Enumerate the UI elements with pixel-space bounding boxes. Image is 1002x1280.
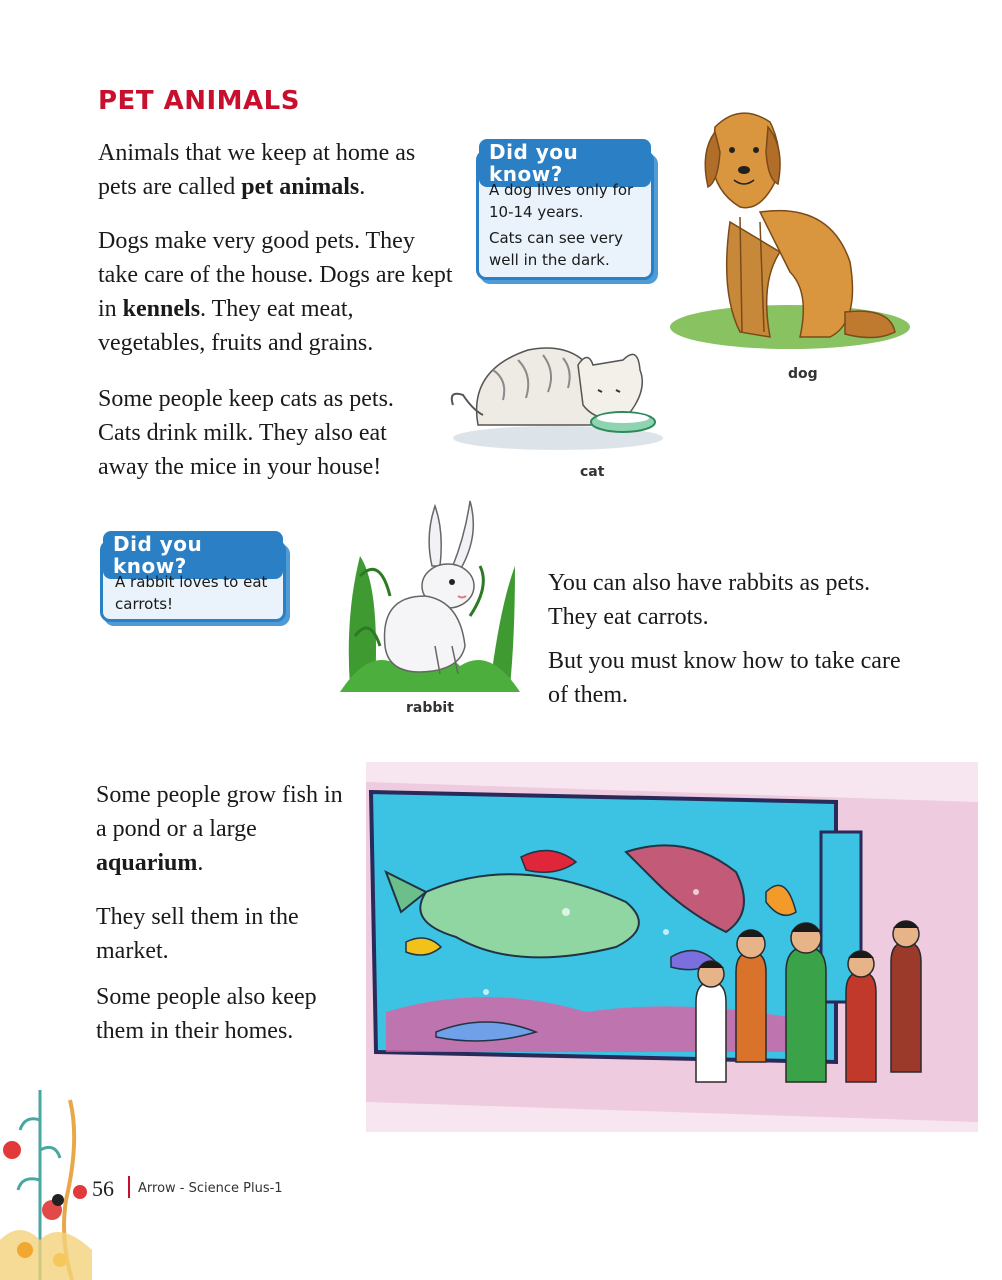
rabbit-caption: rabbit: [406, 700, 454, 716]
page-title: PET ANIMALS: [98, 86, 300, 116]
cat-illustration: [448, 330, 668, 460]
fish-paragraph-3: Some people also keep them in their homes.: [96, 984, 317, 1044]
aquarium-term: aquarium: [96, 850, 198, 876]
pet-animals-term: pet animals: [241, 174, 360, 200]
cat-caption: cat: [580, 464, 605, 480]
fish-paragraph-1: Some people grow fish in a pond or a large aquarium.: [96, 782, 343, 876]
intro-paragraph: Animals that we keep at home as pets are called pet animals.: [98, 140, 416, 200]
rabbits-paragraph-2: But you must know how to take care of them.: [548, 648, 901, 708]
rabbit-carrot-fact: A rabbit loves to eat carrots!: [115, 573, 268, 613]
did-you-know-box-rabbit: [100, 532, 286, 622]
book-title: Arrow - Science Plus-1: [138, 1181, 283, 1196]
dog-caption: dog: [788, 366, 818, 382]
rabbit-illustration: [340, 496, 520, 692]
dogs-paragraph: Dogs make very good pets. They take care of the house. Dogs are kept in kennels. They eat meat, vegetables, fruits and grains.: [98, 228, 453, 356]
cat-vision-fact: Cats can see very well in the dark.: [489, 229, 624, 269]
footer-divider: [128, 1176, 130, 1198]
dog-lifespan-fact: A dog lives only for 10-14 years.: [489, 181, 634, 221]
aquarium-illustration: [366, 762, 978, 1132]
flower-decoration: [0, 1080, 92, 1280]
dog-illustration: [660, 92, 910, 372]
did-you-know-box-dog-cat: [476, 140, 654, 280]
cats-paragraph: Some people keep cats as pets. Cats drink milk. They also eat away the mice in your house!: [98, 386, 394, 480]
did-you-know-heading: Did you know?: [103, 531, 283, 579]
did-you-know-heading: Did you know?: [479, 139, 651, 187]
page-number: 56: [92, 1176, 114, 1201]
kennels-term: kennels: [122, 296, 201, 322]
rabbits-paragraph-1: You can also have rabbits as pets. They eat carrots.: [548, 570, 871, 630]
fish-paragraph-2: They sell them in the market.: [96, 904, 299, 964]
